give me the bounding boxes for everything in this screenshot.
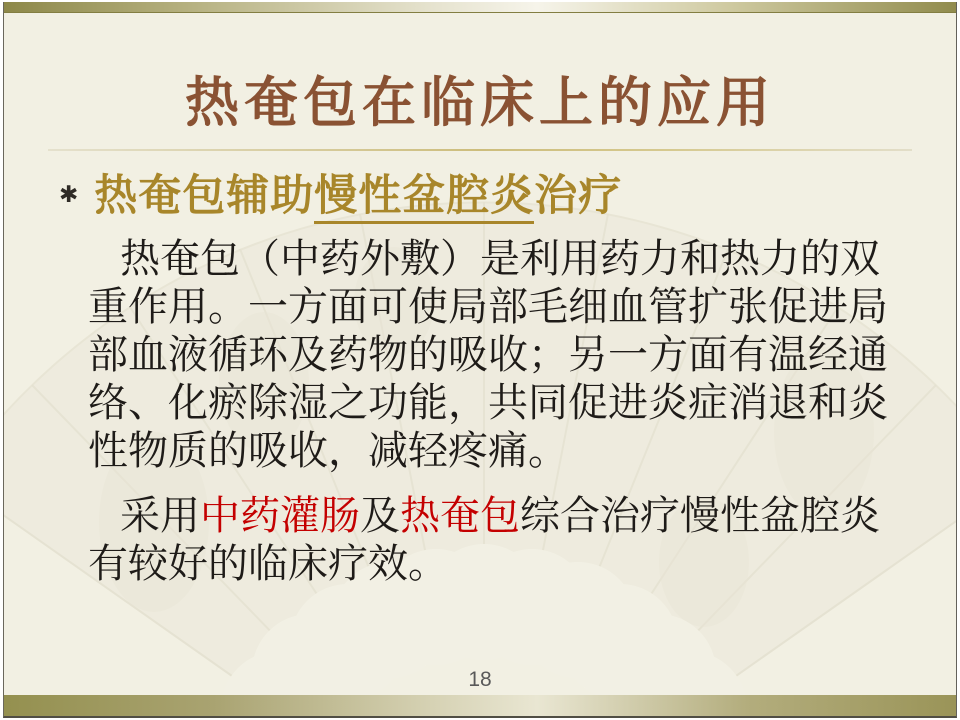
slide-canvas [3, 2, 957, 718]
body-line: 性物质的吸收，减轻疼痛。 [88, 428, 568, 473]
body-paragraph-2 [88, 492, 936, 588]
body-line: 部血液循环及药物的吸收；另一方面有温经通 [88, 332, 888, 377]
heading-underlined-text: 慢性盆腔炎 [314, 173, 534, 224]
body-paragraph-1 [88, 235, 936, 475]
top-accent-band [4, 2, 956, 13]
heading-prefix: 热奄包辅助 [94, 173, 315, 220]
page-title: 热奄包在临床上的应用 [185, 73, 775, 133]
body-line [88, 492, 936, 540]
title-divider [48, 149, 912, 151]
para2-seg1: 采用 [120, 493, 200, 538]
body-line: 络、化瘀除湿之功能，共同促进炎症消退和炎 [88, 380, 888, 425]
bullet-item [59, 171, 926, 223]
para2-seg5: 综合治疗慢性盆腔炎 [520, 493, 880, 538]
heading-suffix: 治疗 [534, 173, 623, 220]
page-number: 18 [468, 668, 492, 691]
para2-red-term-2: 热奄包 [400, 493, 520, 538]
bottom-accent-band [4, 695, 956, 716]
para2-red-term-1: 中药灌肠 [200, 493, 360, 538]
body-line: 重作用。一方面可使局部毛细血管扩张促进局 [88, 284, 888, 329]
bullet-heading [94, 171, 622, 223]
body-line: 热奄包（中药外敷）是利用药力和热力的双 [120, 236, 880, 281]
para2-seg3: 及 [360, 493, 400, 538]
body-line: 有较好的临床疗效。 [88, 541, 448, 586]
asterisk-bullet-icon: ✱ [59, 182, 79, 208]
